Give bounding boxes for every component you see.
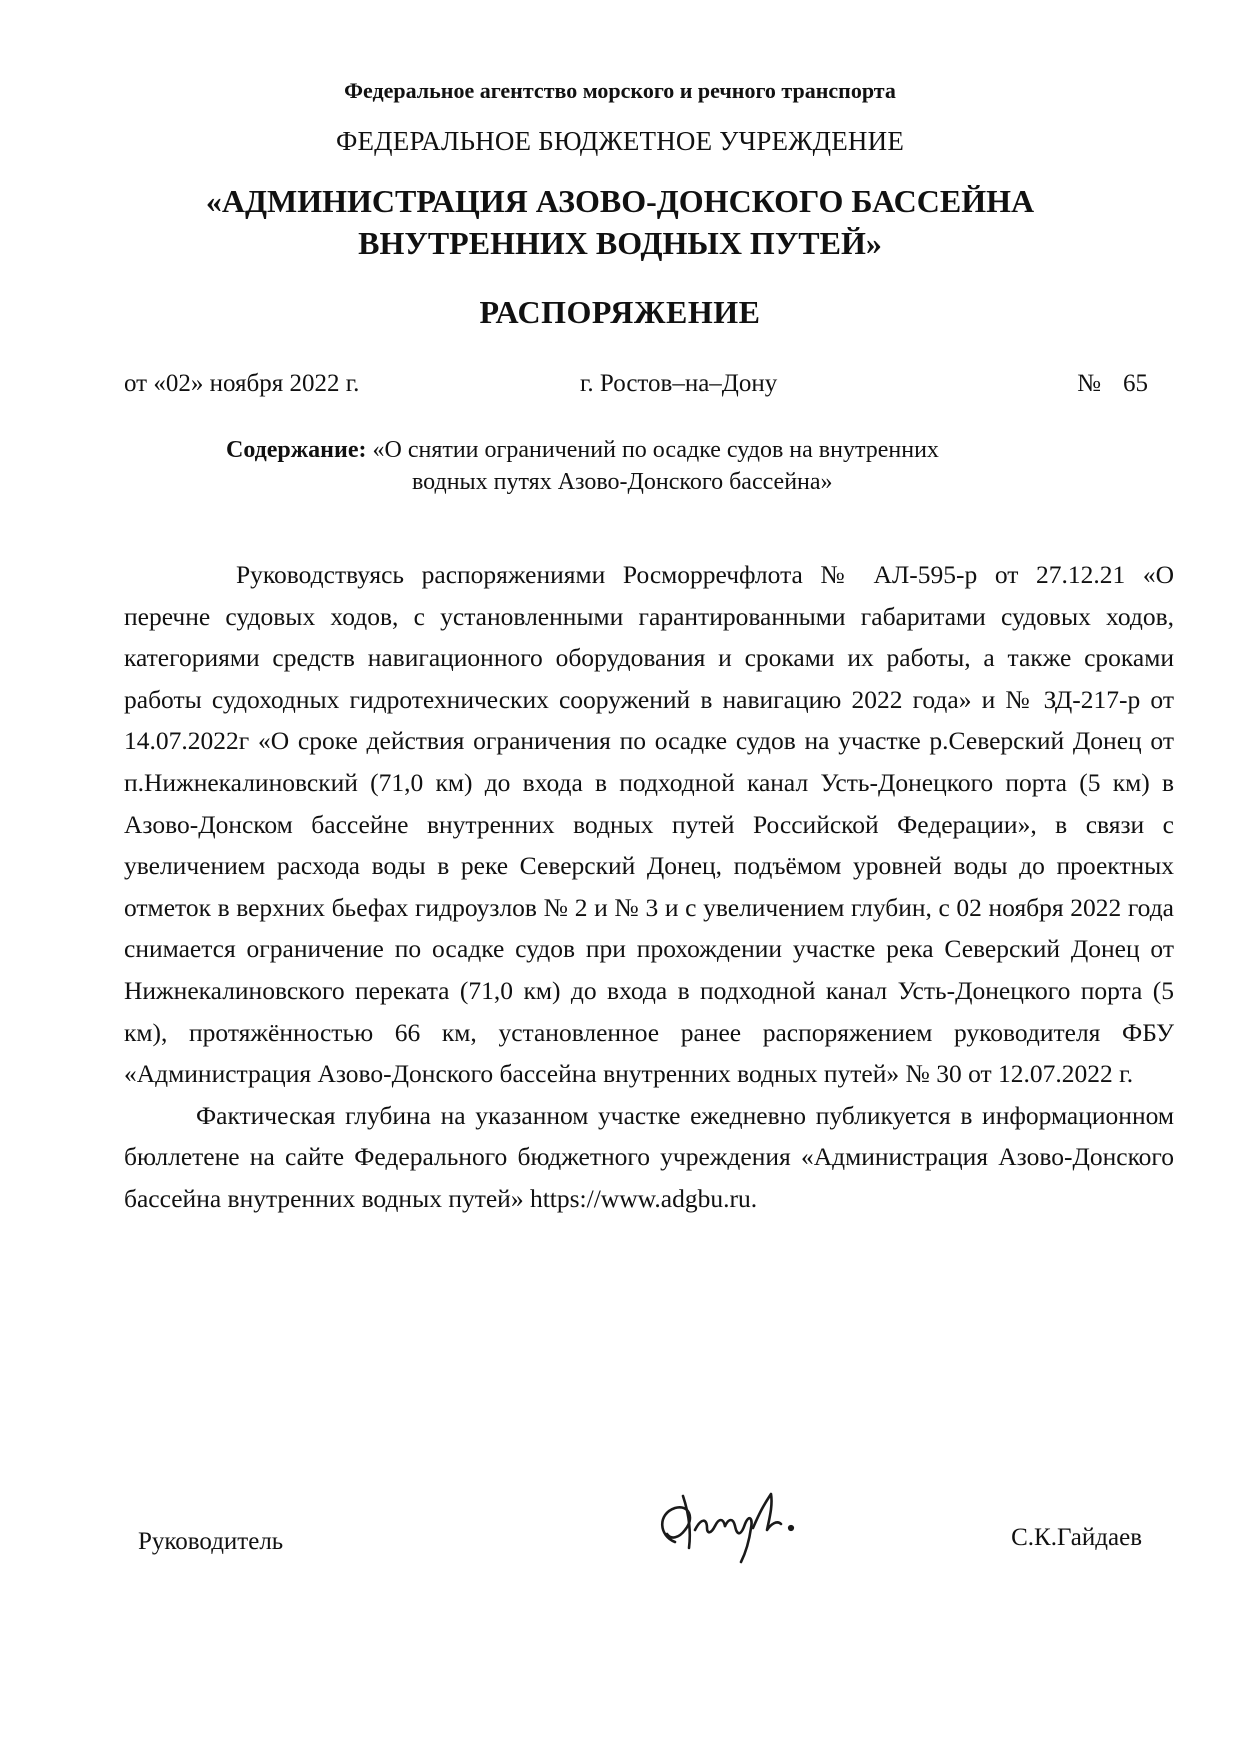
organization-name-line1: «АДМИНИСТРАЦИЯ АЗОВО-ДОНСКОГО БАССЕЙНА	[205, 183, 1035, 219]
subject-line2: водных путях Азово-Донского бассейна»	[412, 469, 833, 495]
document-number	[1077, 370, 1148, 398]
organization-name	[0, 180, 1240, 264]
number-sign: №	[1077, 370, 1101, 397]
signatory-name: С.К.Гайдаев	[1011, 1524, 1142, 1551]
agency-name: Федеральное агентство морского и речного транспорта	[344, 78, 896, 103]
document-date: от «02» ноября 2022 г.	[124, 370, 360, 397]
institution-type: ФЕДЕРАЛЬНОЕ БЮДЖЕТНОЕ УЧРЕЖДЕНИЕ	[335, 126, 905, 156]
handwritten-signature	[645, 1484, 815, 1564]
subject-line1: «О снятии ограничений по осадке судов на внутренних	[372, 437, 939, 463]
document-city: г. Ростов–на–Дону	[580, 370, 778, 397]
number-value: 65	[1123, 370, 1148, 397]
body-paragraph-2: Фактическая глубина на указанном участке ежедневно публикуется в информационном бюллетене на сайте Федерального бюджетного учреждения «Администрация Азово-Донского бассейна внутренних водных путей» https://www.adgbu.ru.	[124, 1100, 1174, 1213]
organization-name-line2: ВНУТРЕННИХ ВОДНЫХ ПУТЕЙ»	[358, 225, 882, 261]
body-paragraph-1: Руководствуясь распоряжениями Росморречфлота № АЛ-595-р от 27.12.21 «О перечне судовых ходов, с установленными гарантированными габаритами судовых ходов, категориями средств навигационного оборудования и сроками их работы, а также сроками работы судоходных гидротехнических сооружений в навигацию 2022 года» и № ЗД-217-р от 14.07.2022г «О сроке действия ограничения по осадке судов на участке р.Северский Донец от п.Нижнекалиновский (71,0 км) до входа в подходной канал Усть-Донецкого порта (5 км) в Азово-Донском бассейне внутренних водных путей Российской Федерации», в связи с увеличением расхода воды в реке Северский Донец, подъёмом уровней воды до проектных отметок в верхних бьефах гидроузлов № 2 и № 3 и с увеличением глубин, с 02 ноября 2022 года снимается ограничение по осадке судов при прохождении участке река Северский Донец от Нижнекалиновского переката (71,0 км) до входа в подходной канал Усть-Донецкого порта (5 км), протяжённостью 66 км, установленное ранее распоряжением руководителя ФБУ «Администрация Азово-Донского бассейна внутренних водных путей» № 30 от 12.07.2022 г.	[124, 560, 1174, 1089]
document-body	[124, 554, 1174, 1220]
subject-block	[226, 434, 1046, 498]
subject-label: Содержание:	[226, 437, 367, 463]
document-type-title: РАСПОРЯЖЕНИЕ	[479, 294, 761, 330]
signatory-title: Руководитель	[138, 1528, 284, 1555]
